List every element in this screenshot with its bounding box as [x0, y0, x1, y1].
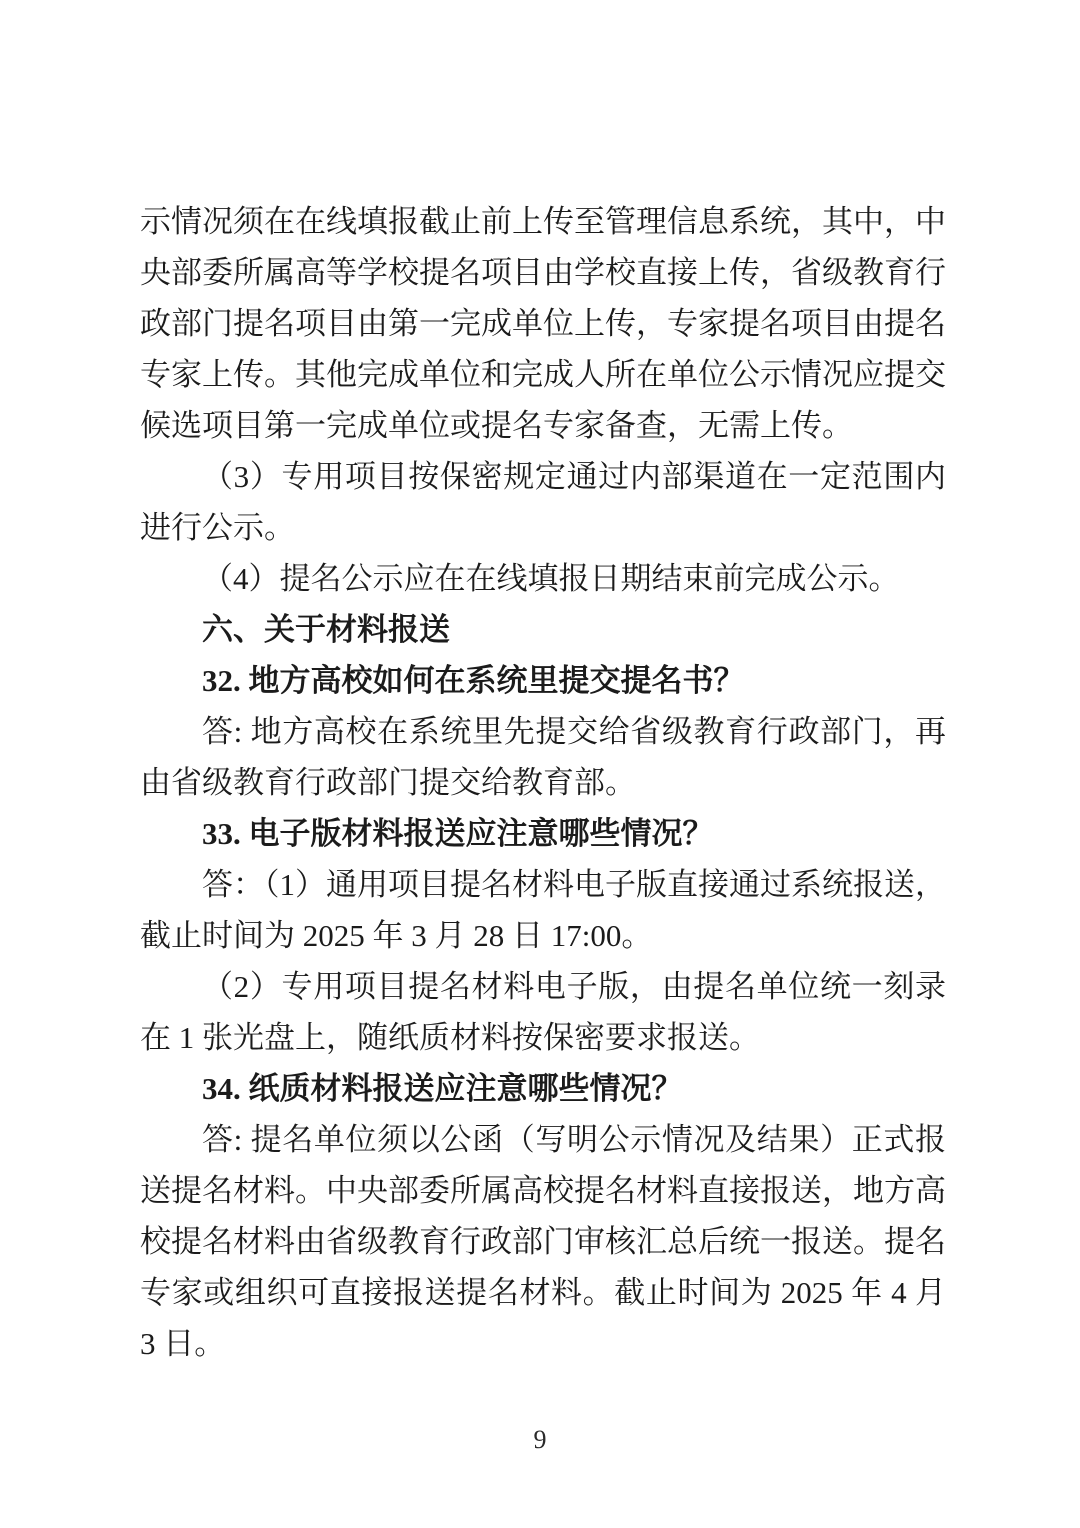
question-heading-34: 34. 纸质材料报送应注意哪些情况？ — [202, 1071, 683, 1106]
section-heading: 六、关于材料报送 — [202, 612, 450, 647]
question-heading-33: 33. 电子版材料报送应注意哪些情况？ — [202, 816, 714, 851]
question-heading-32: 32. 地方高校如何在系统里提交提名书？ — [202, 663, 745, 698]
paragraph-continued: 示情况须在在线填报截止前上传至管理信息系统，其中，中央部委所属高等学校提名项目由学校直接上传，省级教育行政部门提名项目由第一完成单位上传，专家提名项目由提名专家上传。其他完成单位和完成人所在单位公示情况应提交候选项目第一完成单位或提名专家备查，无需上传。 — [140, 204, 946, 443]
document-body — [140, 196, 946, 1369]
paragraph-item-4: （4）提名公示应在在线填报日期结束前完成公示。 — [202, 561, 900, 596]
answer-paragraph-33-1: 答：（1）通用项目提名材料电子版直接通过系统报送，截止时间为 2025 年 3 月 28 日 17:00。 — [140, 867, 946, 953]
answer-paragraph-34: 答: 提名单位须以公函（写明公示情况及结果）正式报送提名材料。中央部委所属高校提名材料直接报送，地方高校提名材料由省级教育行政部门审核汇总后统一报送。提名专家或组织可直接报送提名材料。截止时间为 2025 年 4 月 3 日。 — [140, 1122, 946, 1361]
page-number: 9 — [533, 1425, 547, 1454]
paragraph-item-3: （3）专用项目按保密规定通过内部渠道在一定范围内进行公示。 — [140, 459, 946, 545]
answer-paragraph-33-2: （2）专用项目提名材料电子版，由提名单位统一刻录在 1 张光盘上，随纸质材料按保密要求报送。 — [140, 969, 946, 1055]
answer-paragraph-32: 答: 地方高校在系统里先提交给省级教育行政部门，再由省级教育行政部门提交给教育部。 — [140, 714, 946, 800]
